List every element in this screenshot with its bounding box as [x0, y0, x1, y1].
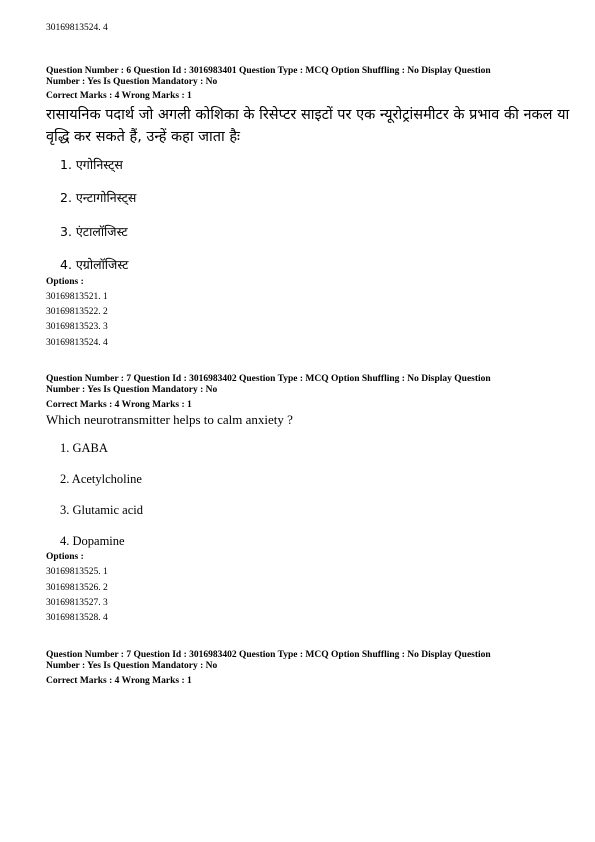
q7-option-1: 1. GABA [60, 441, 108, 455]
q7-option-id-2: 30169813526. 2 [46, 583, 108, 593]
q6-option-4: 4. एग्रोलॉजिस्ट [60, 257, 129, 272]
q7-option-3: 3. Glutamic acid [60, 503, 143, 517]
q6-header-line1: Question Number : 6 Question Id : 3016983401 Question Type : MCQ Option Shuffling : No Display Question [46, 66, 491, 76]
q6-option-1: 1. एगोनिस्ट्स [60, 157, 123, 172]
q6-option-id-3: 30169813523. 3 [46, 322, 108, 332]
q6-question-text-line2: वृद्धि कर सकते हैं, उन्हें कहा जाता हैः [46, 129, 240, 145]
q7-option-4: 4. Dopamine [60, 534, 125, 548]
q7-option-id-1: 30169813525. 1 [46, 567, 108, 577]
q6-header-line2: Number : Yes Is Question Mandatory : No [46, 77, 218, 87]
q7-header-line2: Number : Yes Is Question Mandatory : No [46, 385, 218, 395]
q6-option-3: 3. एंटालॉजिस्ट [60, 224, 128, 239]
q7-option-id-4: 30169813528. 4 [46, 613, 108, 623]
q7-header-line1: Question Number : 7 Question Id : 3016983402 Question Type : MCQ Option Shuffling : No Display Question [46, 374, 491, 384]
q6-marks: Correct Marks : 4 Wrong Marks : 1 [46, 91, 192, 101]
q7-options-label: Options : [46, 552, 84, 562]
q7-marks: Correct Marks : 4 Wrong Marks : 1 [46, 400, 192, 410]
q7-option-2: 2. Acetylcholine [60, 472, 142, 486]
q7-option-id-3: 30169813527. 3 [46, 598, 108, 608]
q7r-header-line2: Number : Yes Is Question Mandatory : No [46, 661, 218, 671]
q7r-marks: Correct Marks : 4 Wrong Marks : 1 [46, 676, 192, 686]
q6-question-text-line1: रासायनिक पदार्थ जो अगली कोशिका के रिसेप्टर साइटों पर एक न्यूरोट्रांसमीटर के प्रभाव की नकल या [46, 107, 570, 123]
q6-options-label: Options : [46, 277, 84, 287]
q7-question-text: Which neurotransmitter helps to calm anxiety ? [46, 412, 293, 427]
q6-option-id-1: 30169813521. 1 [46, 292, 108, 302]
q6-option-id-4: 30169813524. 4 [46, 338, 108, 348]
q6-option-2: 2. एन्टागोनिस्ट्स [60, 190, 137, 205]
q6-option-id-2: 30169813522. 2 [46, 307, 108, 317]
q7r-header-line1: Question Number : 7 Question Id : 3016983402 Question Type : MCQ Option Shuffling : No Display Question [46, 650, 491, 660]
top-option-id: 30169813524. 4 [46, 23, 108, 33]
